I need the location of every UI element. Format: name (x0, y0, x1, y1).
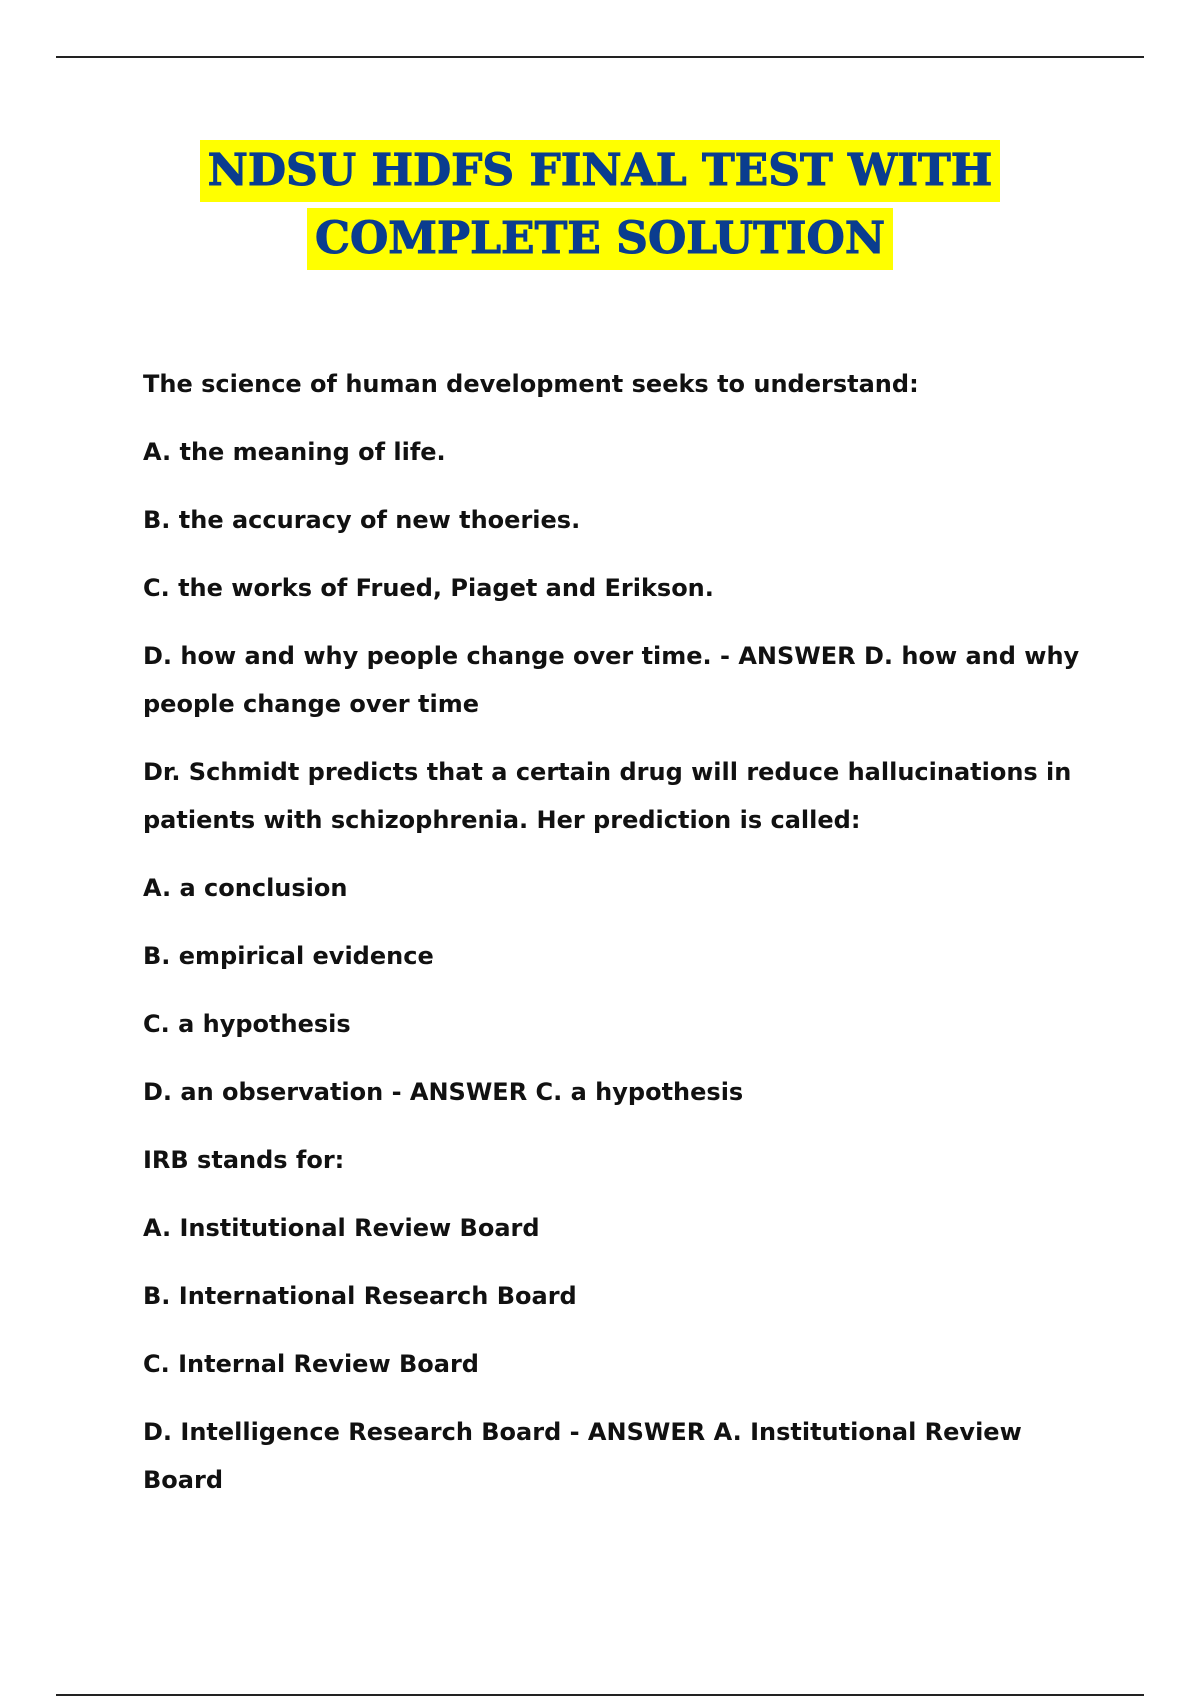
question-1-option-b: B. the accuracy of new thoeries. (143, 506, 581, 534)
question-1-option-a: A. the meaning of life. (143, 438, 446, 466)
question-3-option-c: C. Internal Review Board (143, 1350, 479, 1378)
question-2-option-b: B. empirical evidence (143, 942, 434, 970)
title-line-1: NDSU HDFS FINAL TEST WITH (200, 140, 1001, 202)
title-line-2: COMPLETE SOLUTION (307, 208, 893, 270)
question-3-option-b: B. International Research Board (143, 1282, 577, 1310)
question-1-stem: The science of human development seeks to understand: (143, 370, 919, 398)
question-3-option-a: A. Institutional Review Board (143, 1214, 540, 1242)
question-3-stem: IRB stands for: (143, 1146, 345, 1174)
bottom-rule (56, 1694, 1144, 1696)
document-body (143, 360, 1093, 1524)
question-2-option-a: A. a conclusion (143, 874, 348, 902)
question-3-option-d-answer: D. Intelligence Research Board - ANSWER A. Institutional Review Board (143, 1418, 1022, 1494)
question-2-stem: Dr. Schmidt predicts that a certain drug will reduce hallucinations in patients with schizophrenia. Her prediction is called: (143, 758, 1072, 834)
question-2-option-c: C. a hypothesis (143, 1010, 351, 1038)
question-2-option-d-answer: D. an observation - ANSWER C. a hypothesis (143, 1078, 744, 1106)
question-1-option-c: C. the works of Frued, Piaget and Erikson. (143, 574, 714, 602)
top-rule (56, 56, 1144, 58)
document-title (0, 140, 1200, 270)
question-1-option-d-answer: D. how and why people change over time. - ANSWER D. how and why people change over time (143, 642, 1080, 718)
